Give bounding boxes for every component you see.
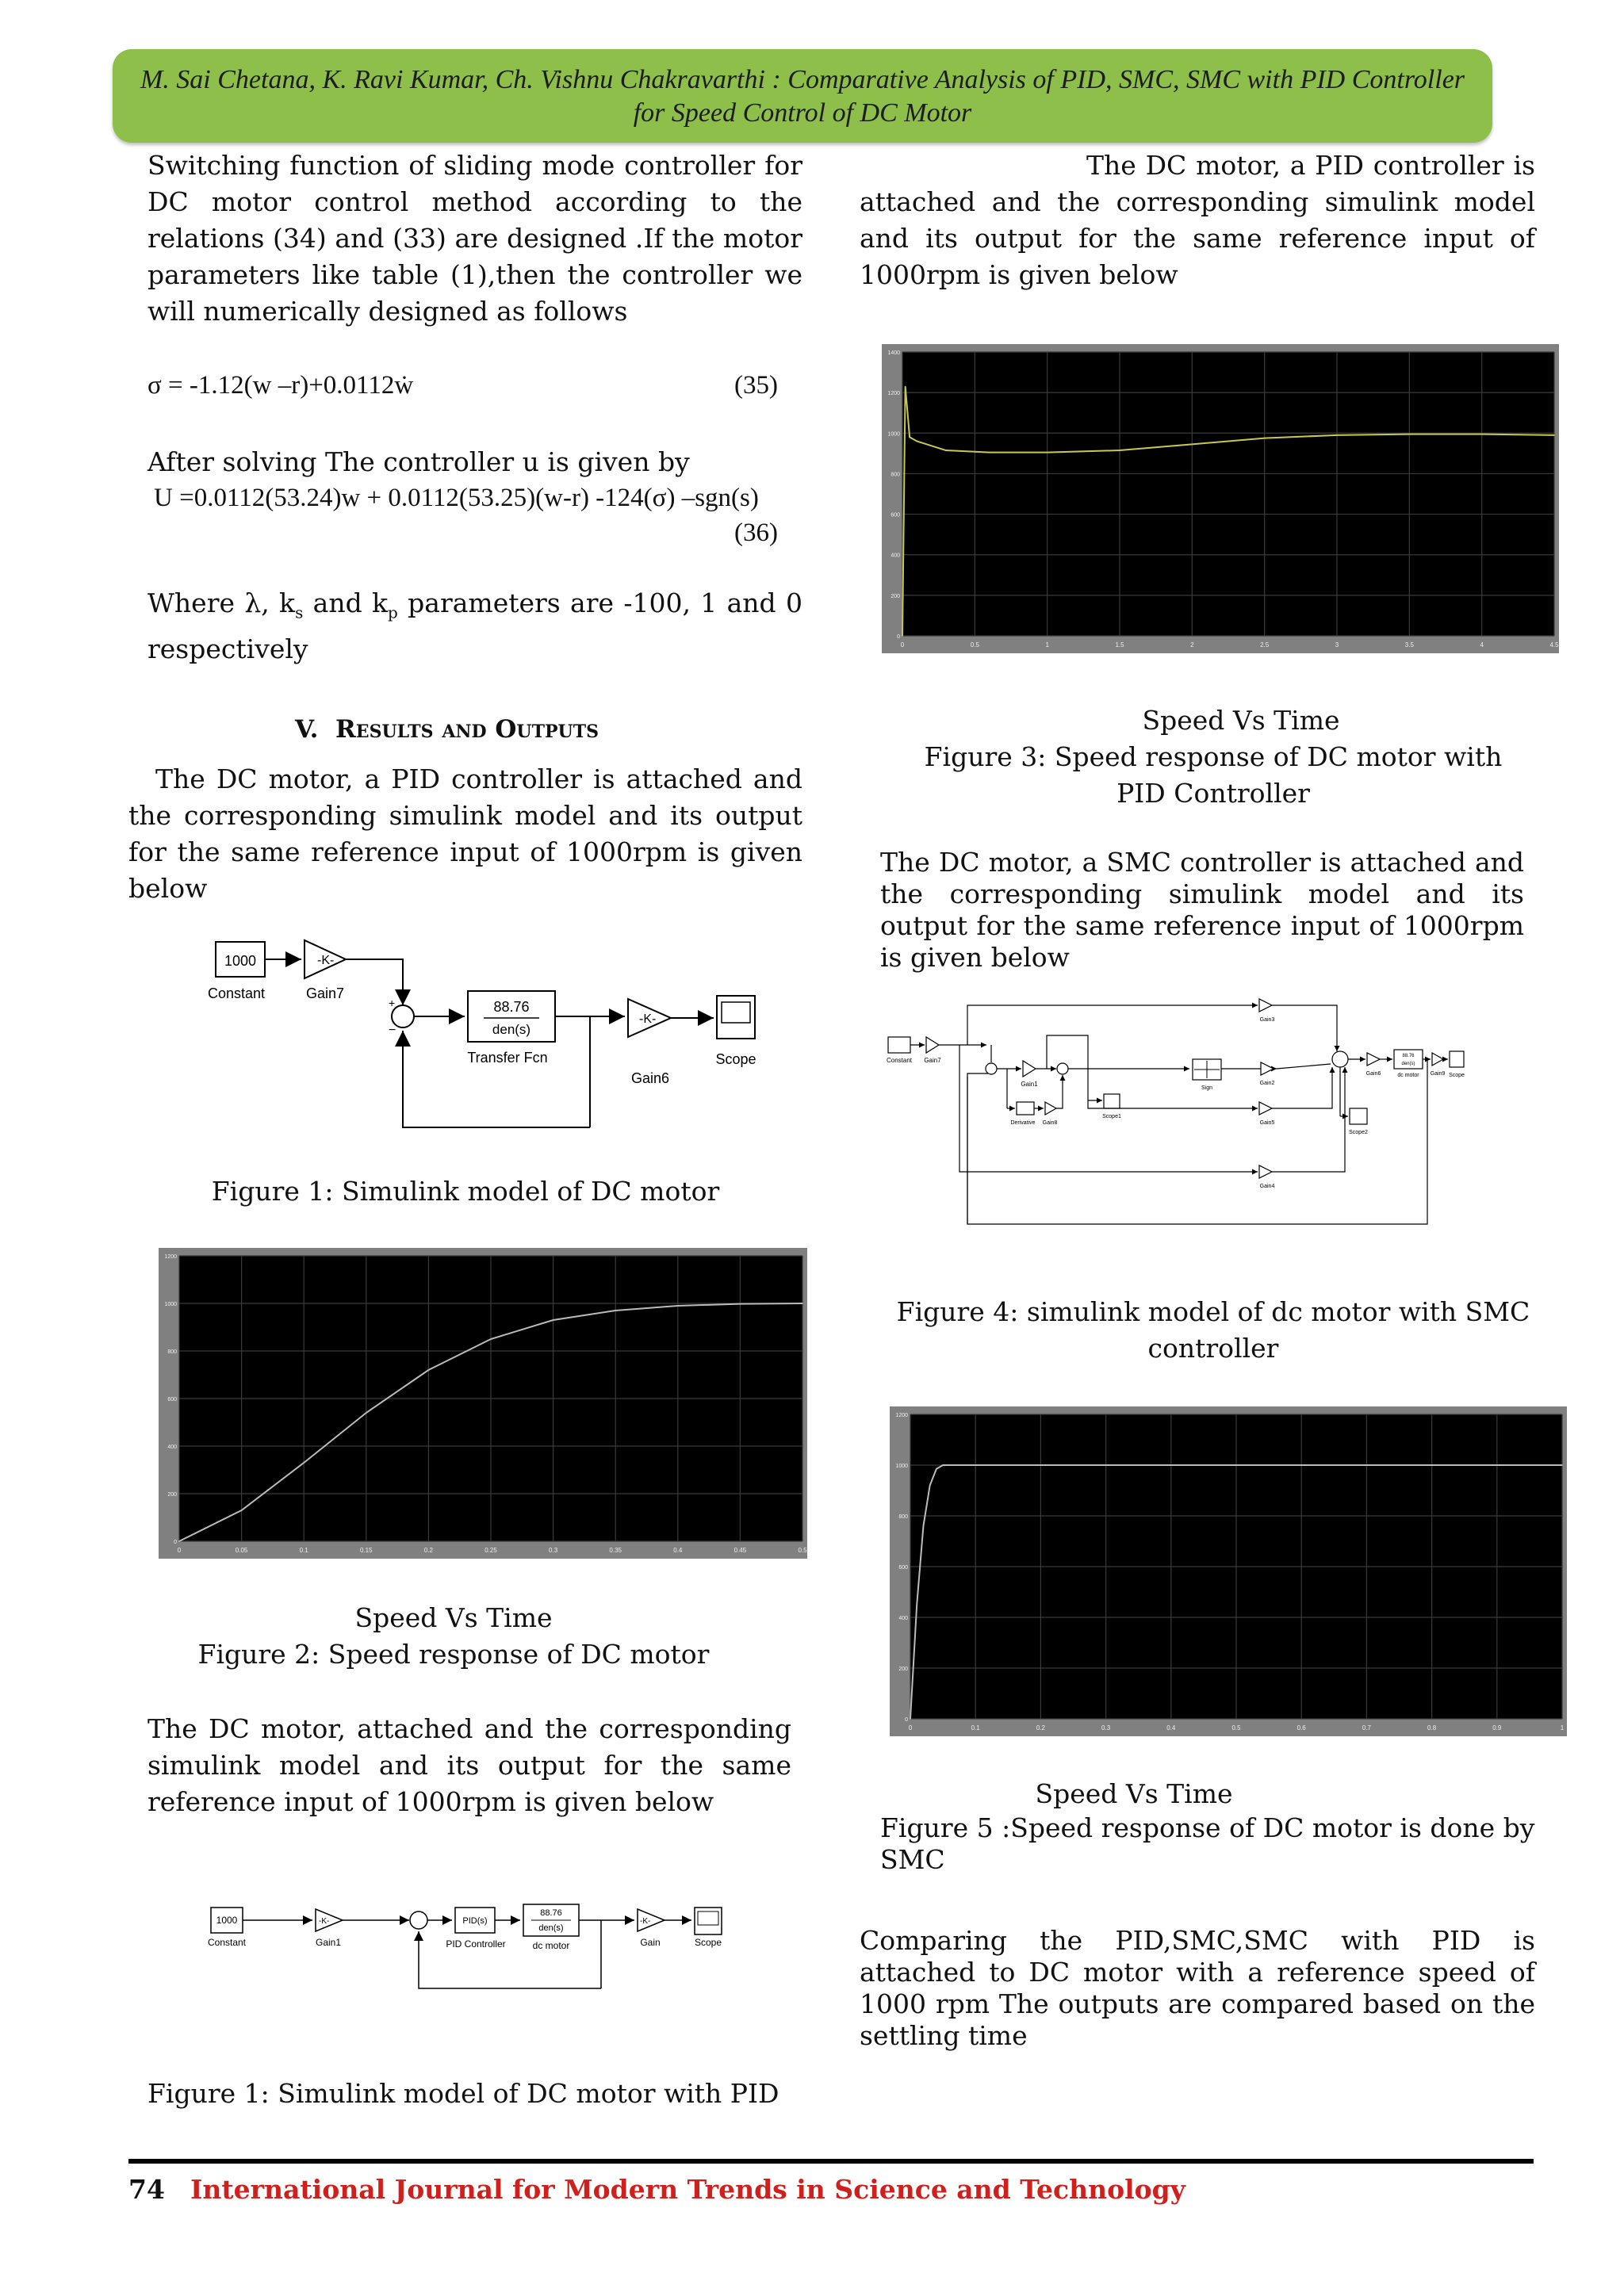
smc-gain8-label: Gain8 (1042, 1120, 1058, 1126)
chart-2-ytick-label: 200 (898, 1667, 908, 1672)
chart-1-point (1553, 434, 1555, 436)
chart-1-point (1481, 434, 1483, 435)
smc-derivative-label: Derivative (1010, 1120, 1036, 1126)
footer-rule (128, 2159, 1534, 2164)
pid-gain1-value: -K- (319, 1917, 330, 1926)
chart-0-point (490, 1338, 492, 1340)
smc-gain5-label: Gain5 (1259, 1120, 1275, 1126)
chart-1-plot-area (902, 352, 1554, 636)
chart-2-xtick-label: 0.8 (1427, 1724, 1437, 1732)
chart-0-xtick-label: 0 (177, 1547, 182, 1554)
smc-gain6-label: Gain6 (1365, 1071, 1381, 1077)
chart-2-ytick-label: 600 (898, 1565, 908, 1571)
chart-0-point (428, 1369, 430, 1371)
pid-gain-value: -K- (640, 1917, 651, 1926)
chart-0-ytick-label: 200 (167, 1492, 177, 1498)
pid-dc-motor-label: dc motor (532, 1940, 570, 1951)
left-paragraph-3: Where λ, $k_s$ and $k_p$ parameters are -100, 1 and 0 respectively (147, 587, 802, 664)
left-paragraph-4: The DC motor, a PID controller is attached and the corresponding simulink model and its output for the same reference input of 1000rpm is given below (128, 763, 802, 904)
equation-36-number: (36) (734, 519, 778, 547)
chart-2-point (1105, 1464, 1107, 1466)
right-paragraph-1: The DC motor, a PID controller is attached and the corresponding simulink model and its output for the same reference input of 1000rpm is given below (860, 150, 1535, 290)
chart-2-ytick-label: 400 (898, 1616, 908, 1621)
chart-1-point (989, 452, 990, 453)
figure-4-caption-line-1: Figure 4: simulink model of dc motor with SMC (896, 1296, 1530, 1327)
left-paragraph-5: The DC motor, attached and the corresponding simulink model and its output for the same reference input of 1000rpm is given below (147, 1713, 791, 1817)
pid-gain1-label: Gain1 (315, 1937, 342, 1948)
chart-2-point (975, 1464, 976, 1466)
chart-1-xtick-label: 3.5 (1404, 641, 1414, 649)
chart-1-ytick-label: 200 (891, 593, 900, 599)
figure-5-speed-label: Speed Vs Time (1035, 1778, 1233, 1809)
pid-sum-block (410, 1911, 427, 1929)
pid-dc-motor-num: 88.76 (540, 1908, 562, 1918)
scope-label: Scope (715, 1051, 756, 1067)
smc-dc-motor-label: dc motor (1397, 1073, 1419, 1078)
chart-0-xtick-label: 0.5 (798, 1547, 807, 1554)
section-title: Results and Outputs (335, 715, 599, 744)
footer-page-number: 74 (128, 2174, 165, 2205)
right-paragraph-3: Comparing the PID,SMC,SMC with PID is attached to DC motor with a reference speed of 1000 rpm The outputs are compared based on the settling time (860, 1925, 1535, 2051)
smc-scope1-block (1104, 1094, 1120, 1108)
chart-0-xtick-label: 0.3 (549, 1547, 558, 1554)
chart-1-point (1264, 438, 1266, 439)
chart-0-xtick-label: 0.35 (609, 1547, 622, 1554)
chart-2-point (929, 1485, 931, 1487)
chart-1-ytick-label: 1400 (887, 350, 900, 356)
chart-0-xtick-label: 0.1 (299, 1547, 308, 1554)
chart-2-point (916, 1604, 917, 1605)
chart-0-point (178, 1540, 180, 1542)
chart-1-point (909, 437, 910, 438)
equation-35-number: (35) (734, 371, 778, 400)
chart-1-ytick-label: 600 (891, 512, 900, 519)
chart-2-ytick-label: 1000 (895, 1464, 908, 1469)
transfer-fcn-label: Transfer Fcn (467, 1050, 548, 1066)
chart-2-xtick-label: 0.6 (1297, 1724, 1306, 1732)
figure-4-smc-simulink-diagram (880, 989, 1467, 1251)
figure-3-speed-label: Speed Vs Time (1142, 705, 1340, 736)
smc-scope-label: Scope (1449, 1073, 1465, 1078)
smc-constant-block (888, 1037, 910, 1053)
chart-2-xtick-label: 1 (1560, 1724, 1565, 1732)
constant-label: Constant (207, 985, 266, 1001)
figure-4-caption-line-2: controller (1147, 1333, 1279, 1364)
chart-1-xtick-label: 2.5 (1260, 641, 1270, 649)
chart-1-point (1336, 434, 1338, 436)
smc-gain1-label: Gain1 (1021, 1081, 1038, 1088)
pid-controller-value: PID(s) (462, 1916, 488, 1926)
sum-minus: − (389, 1024, 396, 1037)
section-heading (295, 715, 599, 744)
pid-scope-label: Scope (694, 1937, 722, 1948)
pid-dc-motor-den: den(s) (538, 1923, 564, 1933)
figure-2-chart (159, 1248, 807, 1559)
figure-1b-caption: Figure 1: Simulink model of DC motor with PID (147, 2078, 779, 2109)
chart-0-point (677, 1305, 679, 1307)
chart-1-xtick-label: 0 (900, 641, 905, 649)
chart-2-xtick-label: 0.3 (1101, 1724, 1111, 1732)
left-paragraph-1: Switching function of sliding mode controller for DC motor control method according to the relations (34) and (33) are designed .If the motor parameters like table (1),then the controller we will numerically designed as follows (147, 150, 802, 327)
chart-2-xtick-label: 0.9 (1492, 1724, 1502, 1732)
constant-value: 1000 (224, 953, 257, 969)
smc-scope-block (1450, 1051, 1464, 1067)
chart-1-ytick-label: 800 (891, 472, 900, 478)
smc-derivative-block (1017, 1102, 1034, 1115)
chart-0-ytick-label: 400 (167, 1445, 177, 1450)
figure-1-caption: Figure 1: Simulink model of DC motor (211, 1176, 720, 1207)
chart-2-ytick-label: 800 (898, 1514, 908, 1520)
figure-5-caption-line-1: Figure 5 :Speed response of DC motor is done by (880, 1812, 1535, 1843)
chart-0-point (366, 1412, 367, 1414)
chart-1-xtick-label: 0.5 (970, 641, 979, 649)
section-number: V. (295, 715, 319, 744)
chart-1-xtick-label: 3 (1335, 641, 1339, 649)
gain7-value: -K- (317, 954, 335, 967)
chart-0-xtick-label: 0.4 (673, 1547, 683, 1554)
figure-5-caption-line-2: SMC (880, 1844, 945, 1875)
smc-sum-1 (986, 1063, 997, 1074)
chart-0-point (615, 1310, 616, 1311)
chart-1-point (1119, 450, 1120, 451)
pid-constant-value: 1000 (216, 1915, 238, 1926)
chart-2-xtick-label: 0.1 (971, 1724, 980, 1732)
figure-2-speed-label: Speed Vs Time (354, 1602, 553, 1633)
right-paragraph-2: The DC motor, a SMC controller is attached and the corresponding simulink model and its output for the same reference input of 1000rpm is given below (880, 847, 1524, 973)
smc-dc-motor-den: den(s) (1401, 1062, 1415, 1066)
smc-dc-motor-num: 88.76 (1402, 1054, 1415, 1058)
chart-2-point (956, 1464, 957, 1466)
chart-0-xtick-label: 0.15 (360, 1547, 373, 1554)
chart-0-point (303, 1462, 304, 1464)
chart-1-point (902, 635, 903, 637)
chart-2-ytick-label: 0 (905, 1717, 908, 1723)
smc-sign-label: Sign (1201, 1085, 1213, 1091)
chart-1-xtick-label: 4.5 (1549, 641, 1559, 649)
transfer-fcn-num: 88.76 (493, 999, 530, 1015)
smc-gain2-label: Gain2 (1259, 1081, 1275, 1086)
chart-1-xtick-label: 1.5 (1115, 641, 1124, 649)
chart-0-xtick-label: 0.2 (423, 1547, 433, 1554)
chart-1-point (905, 386, 906, 388)
pid-constant-label: Constant (207, 1937, 247, 1948)
chart-2-ytick-label: 1200 (895, 1413, 908, 1418)
chart-1-point (1047, 452, 1048, 453)
smc-constant-label: Constant (886, 1057, 913, 1064)
chart-2-point (936, 1468, 937, 1470)
chart-2-point (910, 1718, 911, 1720)
sum-plus: + (389, 997, 396, 1009)
chart-2-xtick-label: 0.5 (1231, 1724, 1241, 1732)
transfer-fcn-den: den(s) (492, 1022, 531, 1037)
chart-2-point (1300, 1464, 1302, 1466)
pid-gain-label: Gain (640, 1937, 661, 1948)
figure-2-caption: Figure 2: Speed response of DC motor (197, 1639, 710, 1670)
figure-3-caption-line-1: Figure 3: Speed response of DC motor with (924, 741, 1503, 772)
chart-1-ytick-label: 1200 (887, 391, 900, 397)
header-line-1: M. Sai Chetana, K. Ravi Kumar, Ch. Vishnu Chakravarthi : Comparative Analysis of PID, SMC, SMC with PID Controller (140, 65, 1465, 94)
figure-1-simulink-diagram (190, 934, 809, 1140)
chart-0-ytick-label: 1200 (164, 1254, 177, 1260)
smc-scope1-label: Scope1 (1102, 1114, 1121, 1119)
smc-gain4-label: Gain4 (1259, 1184, 1275, 1189)
gain6-label: Gain6 (630, 1070, 670, 1086)
gain6-value: -K- (639, 1012, 657, 1026)
chart-1-ytick-label: 0 (897, 634, 900, 640)
left-paragraph-2: After solving The controller u is given by (147, 446, 690, 477)
gain7-label: Gain7 (305, 985, 345, 1001)
smc-gain7-label: Gain7 (924, 1057, 941, 1064)
chart-0-point (553, 1319, 554, 1321)
chart-2-point (923, 1525, 925, 1527)
smc-sum-3 (1332, 1051, 1348, 1067)
running-header (113, 49, 1492, 143)
chart-1-ytick-label: 1000 (887, 431, 900, 438)
chart-1-point (945, 450, 947, 451)
chart-0-point (740, 1303, 741, 1305)
header-line-2: for Speed Control of DC Motor (633, 98, 972, 128)
smc-scope2-label: Scope2 (1349, 1130, 1368, 1135)
figure-5-chart (890, 1406, 1567, 1736)
chart-1-xtick-label: 2 (1190, 641, 1194, 649)
chart-0-xtick-label: 0.45 (733, 1547, 747, 1554)
smc-gain9-label: Gain9 (1430, 1071, 1446, 1077)
chart-0-ytick-label: 1000 (164, 1302, 177, 1307)
chart-2-point (1561, 1464, 1563, 1466)
chart-2-xtick-label: 0.2 (1036, 1724, 1045, 1732)
chart-0-point (241, 1510, 243, 1511)
chart-2-xtick-label: 0.4 (1166, 1724, 1176, 1732)
footer-journal-title: International Journal for Modern Trends in Science and Technology (190, 2174, 1185, 2205)
chart-0-ytick-label: 600 (167, 1397, 177, 1402)
figure-3-caption-line-2: PID Controller (1116, 778, 1310, 809)
smc-sum-2 (1057, 1063, 1068, 1074)
chart-0-xtick-label: 0.05 (235, 1547, 248, 1554)
chart-0-xtick-label: 0.25 (485, 1547, 497, 1554)
figure-5-caption (880, 1812, 1546, 1876)
chart-0-point (802, 1303, 803, 1304)
chart-2-xtick-label: 0.7 (1362, 1724, 1371, 1732)
smc-gain3-label: Gain3 (1259, 1017, 1275, 1023)
equation-35: σ = -1.12(w –r)+0.0112ẇ (147, 371, 414, 400)
chart-1-xtick-label: 4 (1480, 641, 1484, 649)
chart-1-point (916, 441, 917, 442)
chart-0-ytick-label: 800 (167, 1349, 177, 1355)
pid-controller-label: PID Controller (446, 1938, 506, 1950)
chart-1-ytick-label: 400 (891, 553, 900, 559)
smc-scope2-block (1350, 1108, 1367, 1124)
chart-1-point (1409, 434, 1411, 435)
chart-1-point (1192, 444, 1193, 446)
chart-2-xtick-label: 0 (908, 1724, 913, 1732)
chart-2-point (942, 1464, 944, 1466)
chart-0-ytick-label: 0 (174, 1540, 177, 1545)
figure-3-chart (882, 344, 1559, 653)
chart-1-xtick-label: 1 (1045, 641, 1049, 649)
equation-36: U =0.0112(53.24)w + 0.0112(53.25)(w-r) -124(σ) –sgn(s) (154, 484, 759, 512)
figure-1b-simulink-pid-diagram (190, 1890, 745, 2017)
